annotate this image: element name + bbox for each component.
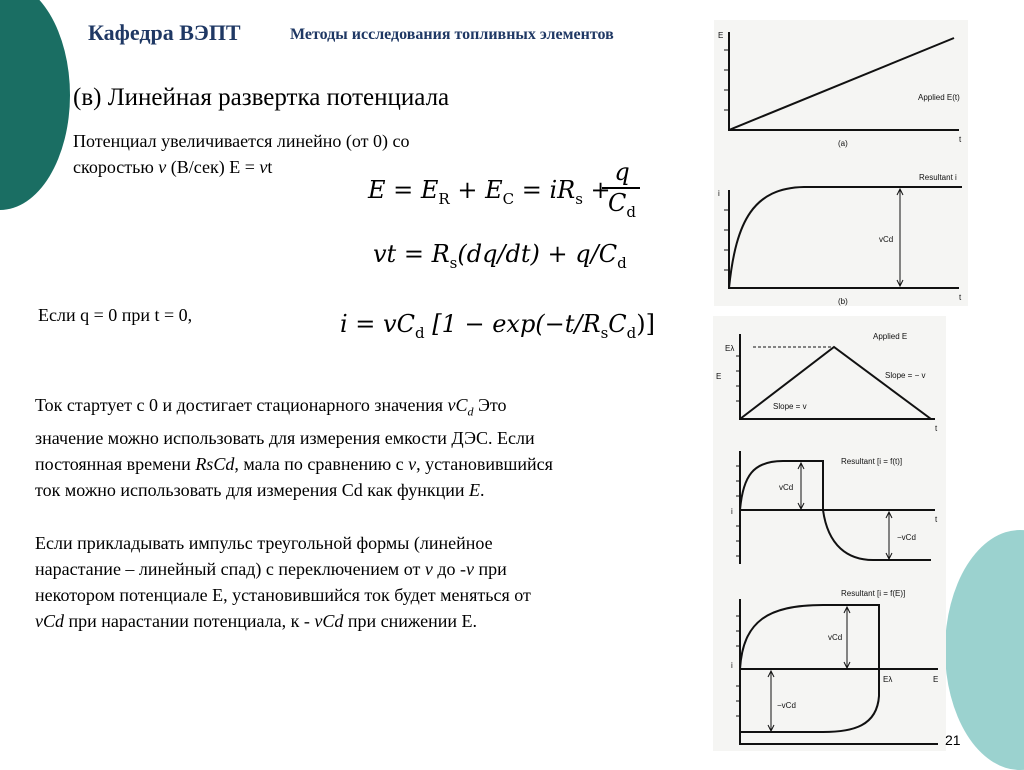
paragraph-2-line-3: некотором потенциале E, установившийся ток будет меняться от	[35, 585, 531, 605]
label-slope-down: Slope = − v	[885, 371, 926, 380]
label-resultant-e: Resultant [i = f(E)]	[841, 589, 906, 598]
label-vcd-time: vCd	[779, 483, 794, 492]
axis-label-i-e: i	[731, 661, 733, 670]
arrow-neg-vcd-time	[886, 512, 892, 559]
label-slope-up: Slope = v	[773, 402, 807, 411]
department-title: Кафедра ВЭПТ	[88, 20, 241, 45]
figure-triangular-sweep	[713, 316, 946, 751]
label-vcd: vCd	[879, 235, 894, 244]
axis-label-t-b: t	[959, 293, 962, 302]
paragraph-1-line-4: ток можно использовать для измерения Cd как функции E.	[35, 479, 485, 500]
formula-potential-sum: $E = E_R + E_C = iR_s$ + q $C_d$	[368, 170, 708, 222]
figure-triangular-sweep-svg	[713, 316, 946, 751]
axes-resultant-i	[729, 190, 959, 288]
arrow-vcd-time	[798, 463, 804, 509]
axis-label-t-a: t	[959, 135, 962, 144]
label-vcd-e: vCd	[828, 633, 843, 642]
axis-label-e: E	[718, 31, 724, 40]
intro-line-2: скоростью v (В/сек) E = vt	[73, 157, 273, 177]
paragraph-1-line-3: постоянная времени RsCd, мала по сравнению с v, установившийся	[35, 453, 553, 474]
paragraph-1	[35, 392, 553, 503]
axis-label-t-time: t	[935, 515, 938, 524]
decorative-circle-left	[0, 0, 70, 210]
label-applied-title: Applied E	[873, 332, 908, 341]
label-e-lambda-c: Eλ	[883, 675, 893, 684]
formula-charge-relation: vt = $R_s(dq/dt) + q/C_d$	[373, 240, 627, 272]
formula-current-solution: $i = vC_d$ $[1 - \exp(-t/R_sC_d)]$	[340, 310, 656, 342]
axis-label-i: i	[718, 189, 720, 198]
label-neg-vcd-time: −vCd	[897, 533, 916, 542]
paragraph-1-line-1: Ток стартует с 0 и достигает стационарного значения $vC_d$ Это	[35, 395, 507, 419]
condition-text: Если q = 0 при t = 0,	[38, 305, 193, 325]
label-neg-vcd-e: −vCd	[777, 701, 796, 710]
curve-applied-triangle	[740, 347, 931, 419]
label-applied-e: Applied E(t)	[918, 93, 960, 102]
label-e-lambda-a: Eλ	[725, 344, 735, 353]
paragraph-2	[35, 530, 531, 634]
axis-label-e-a: E	[716, 372, 722, 381]
axis-label-t-triangle: t	[935, 424, 938, 433]
curve-resultant-i	[729, 187, 962, 288]
label-resultant-time: Resultant [i = f(t)]	[841, 457, 903, 466]
axes-resultant-e	[740, 599, 938, 744]
axis-label-e-c: E	[933, 675, 939, 684]
slide-number: 21	[945, 732, 961, 748]
arrow-neg-vcd-e	[768, 671, 774, 731]
figure-linear-sweep	[714, 20, 968, 306]
intro-line-1: Потенциал увеличивается линейно (от 0) со	[73, 131, 410, 151]
intro-text	[73, 128, 410, 180]
caption-b: (b)	[838, 297, 848, 306]
paragraph-1-line-2: значение можно использовать для измерения емкости ДЭС. Если	[35, 427, 535, 448]
axis-label-i-time: i	[731, 507, 733, 516]
paragraph-2-line-4: vCd при нарастании потенциала, к - vCd при снижении E.	[35, 611, 477, 631]
label-resultant-i: Resultant i	[919, 173, 957, 182]
arrow-vcd-e	[844, 607, 850, 668]
curve-applied-e	[729, 38, 954, 130]
caption-a: (a)	[838, 139, 848, 148]
section-title: (в) Линейная развертка потенциала	[73, 84, 450, 111]
paragraph-2-line-1: Если прикладывать импульс треугольной формы (линейное	[35, 533, 493, 553]
paragraph-2-line-2: нарастание – линейный спад) с переключением от v до -v при	[35, 559, 507, 579]
course-title: Методы исследования топливных элементов	[290, 26, 614, 43]
figure-linear-sweep-svg	[714, 20, 968, 306]
